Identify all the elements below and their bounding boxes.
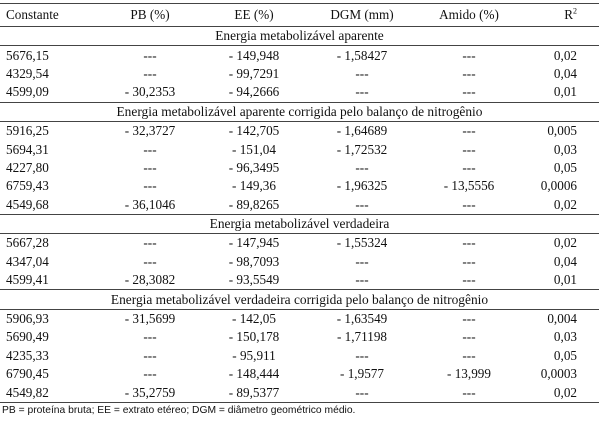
cell-r2: 0,02: [553, 196, 577, 212]
cell-amido: ---: [462, 84, 476, 100]
cell-dgm: - 1,71198: [336, 329, 388, 345]
cell-ee: - 95,911: [232, 347, 276, 363]
cell-dgm: ---: [355, 196, 369, 212]
cell-ee: - 98,7093: [228, 253, 280, 269]
cell-dgm: ---: [355, 84, 369, 100]
footnote: PB = proteína bruta; EE = extrato etéreo; DGM = diâmetro geométrico médio.: [2, 404, 356, 416]
cell-pb: ---: [143, 366, 157, 382]
cell-r2: 0,05: [553, 347, 577, 363]
section-title: Energia metabolizável aparente corrigida pelo balanço de nitrogênio: [0, 102, 599, 121]
cell-dgm: - 1,64689: [336, 123, 388, 139]
cell-amido: ---: [462, 311, 476, 327]
cell-r2: 0,005: [547, 123, 577, 139]
cell-pb: - 32,3727: [124, 123, 176, 139]
cell-constante: 5916,25: [6, 123, 49, 139]
table-row: [0, 46, 599, 65]
cell-pb: ---: [143, 347, 157, 363]
table-row: [0, 159, 599, 177]
cell-r2: 0,03: [553, 329, 577, 345]
cell-r2: 0,004: [547, 311, 577, 327]
cell-amido: ---: [462, 329, 476, 345]
cell-ee: - 148,444: [228, 366, 280, 382]
cell-amido: ---: [462, 159, 476, 175]
cell-constante: 4549,68: [6, 196, 49, 212]
table-row: [0, 271, 599, 290]
cell-amido: - 13,5556: [443, 178, 495, 194]
cell-constante: 6759,43: [6, 178, 49, 194]
regression-table: [0, 3, 599, 403]
cell-amido: - 13,999: [447, 366, 491, 382]
section-title: Energia metabolizável verdadeira corrigida pelo balanço de nitrogênio: [0, 290, 599, 309]
table-body: [0, 27, 599, 403]
cell-constante: 6790,45: [6, 366, 49, 382]
cell-ee: - 142,705: [228, 123, 280, 139]
table-row: [0, 177, 599, 195]
cell-pb: ---: [143, 65, 157, 81]
header-pb: PB (%): [102, 4, 198, 27]
cell-dgm: - 1,9577: [340, 366, 384, 382]
section-title: Energia metabolizável verdadeira: [0, 214, 599, 233]
cell-constante: 4549,82: [0, 383, 102, 402]
cell-ee: - 96,3495: [228, 159, 280, 175]
cell-dgm: ---: [355, 272, 369, 288]
header-amido: Amido (%): [414, 4, 524, 27]
table-row: [0, 328, 599, 346]
table-row: [0, 365, 599, 383]
cell-pb: - 36,1046: [124, 196, 176, 212]
cell-ee: - 94,2666: [228, 84, 280, 100]
cell-r2: 0,01: [553, 84, 577, 100]
cell-dgm: - 1,72532: [336, 141, 388, 157]
cell-dgm: - 1,55324: [336, 235, 388, 251]
cell-constante: 5694,31: [6, 141, 49, 157]
cell-amido: ---: [462, 272, 476, 288]
cell-amido: ---: [414, 383, 524, 402]
table-row: [0, 234, 599, 253]
cell-constante: 5676,15: [6, 47, 49, 63]
cell-dgm: - 1,63549: [336, 311, 388, 327]
cell-pb: ---: [143, 329, 157, 345]
cell-constante: 4347,04: [6, 253, 49, 269]
cell-dgm: ---: [355, 65, 369, 81]
table-row: [0, 309, 599, 328]
cell-amido: ---: [462, 141, 476, 157]
header-constante: Constante: [0, 4, 102, 27]
header-r2: [524, 4, 599, 27]
cell-ee: - 89,5377: [198, 383, 310, 402]
cell-amido: ---: [462, 235, 476, 251]
cell-amido: ---: [462, 347, 476, 363]
cell-pb: ---: [143, 141, 157, 157]
cell-pb: - 28,3082: [124, 272, 176, 288]
cell-pb: ---: [143, 159, 157, 175]
cell-r2: 0,04: [553, 65, 577, 81]
header-row: [0, 4, 599, 27]
header-dgm: DGM (mm): [310, 4, 414, 27]
section-header-row: [0, 290, 599, 309]
cell-r2: 0,01: [553, 272, 577, 288]
table-row: [0, 347, 599, 365]
table-row: [0, 83, 599, 102]
table-row: [0, 140, 599, 158]
cell-pb: ---: [143, 253, 157, 269]
table-row: [0, 65, 599, 83]
cell-constante: 4599,09: [6, 84, 49, 100]
table-row: [0, 196, 599, 215]
cell-r2: 0,02: [553, 235, 577, 251]
cell-constante: 4227,80: [6, 159, 49, 175]
cell-r2: 0,02: [553, 47, 577, 63]
cell-dgm: ---: [355, 159, 369, 175]
cell-r2: 0,03: [553, 141, 577, 157]
cell-ee: - 150,178: [228, 329, 280, 345]
section-title: Energia metabolizável aparente: [0, 27, 599, 46]
cell-pb: - 30,2353: [124, 84, 176, 100]
cell-r2: 0,04: [553, 253, 577, 269]
cell-dgm: - 1,96325: [336, 178, 388, 194]
cell-ee: - 142,05: [232, 311, 276, 327]
cell-ee: - 151,04: [232, 141, 276, 157]
section-header-row: [0, 27, 599, 46]
table-row: [0, 121, 599, 140]
cell-constante: 4599,41: [6, 272, 49, 288]
cell-pb: ---: [143, 235, 157, 251]
header-r-label: R: [564, 7, 573, 22]
cell-ee: - 89,8265: [228, 196, 280, 212]
cell-r2: 0,05: [553, 159, 577, 175]
cell-r2: 0,0006: [540, 178, 577, 194]
cell-dgm: - 1,58427: [336, 47, 388, 63]
cell-r2: 0,0003: [540, 366, 577, 382]
cell-amido: ---: [462, 65, 476, 81]
cell-ee: - 147,945: [228, 235, 280, 251]
cell-pb: ---: [143, 47, 157, 63]
cell-amido: ---: [462, 47, 476, 63]
cell-constante: 4235,33: [6, 347, 49, 363]
section-header-row: [0, 214, 599, 233]
document: [0, 3, 600, 416]
cell-ee: - 99,7291: [228, 65, 280, 81]
cell-ee: - 149,948: [228, 47, 280, 63]
cell-dgm: ---: [355, 347, 369, 363]
cell-ee: - 149,36: [232, 178, 276, 194]
cell-amido: ---: [462, 253, 476, 269]
cell-constante: 5690,49: [6, 329, 49, 345]
table-row: [0, 383, 599, 402]
cell-r2: 0,02: [524, 383, 599, 402]
cell-amido: ---: [462, 196, 476, 212]
cell-amido: ---: [462, 123, 476, 139]
header-ee: EE (%): [198, 4, 310, 27]
cell-dgm: ---: [355, 253, 369, 269]
cell-constante: 5667,28: [6, 235, 49, 251]
cell-pb: - 35,2759: [102, 383, 198, 402]
cell-dgm: ---: [310, 383, 414, 402]
cell-constante: 5906,93: [6, 311, 49, 327]
cell-ee: - 93,5549: [228, 272, 280, 288]
cell-pb: - 31,5699: [124, 311, 176, 327]
cell-pb: ---: [143, 178, 157, 194]
header-r-superscript: 2: [573, 6, 577, 16]
section-header-row: [0, 102, 599, 121]
table-row: [0, 253, 599, 271]
cell-constante: 4329,54: [6, 65, 49, 81]
